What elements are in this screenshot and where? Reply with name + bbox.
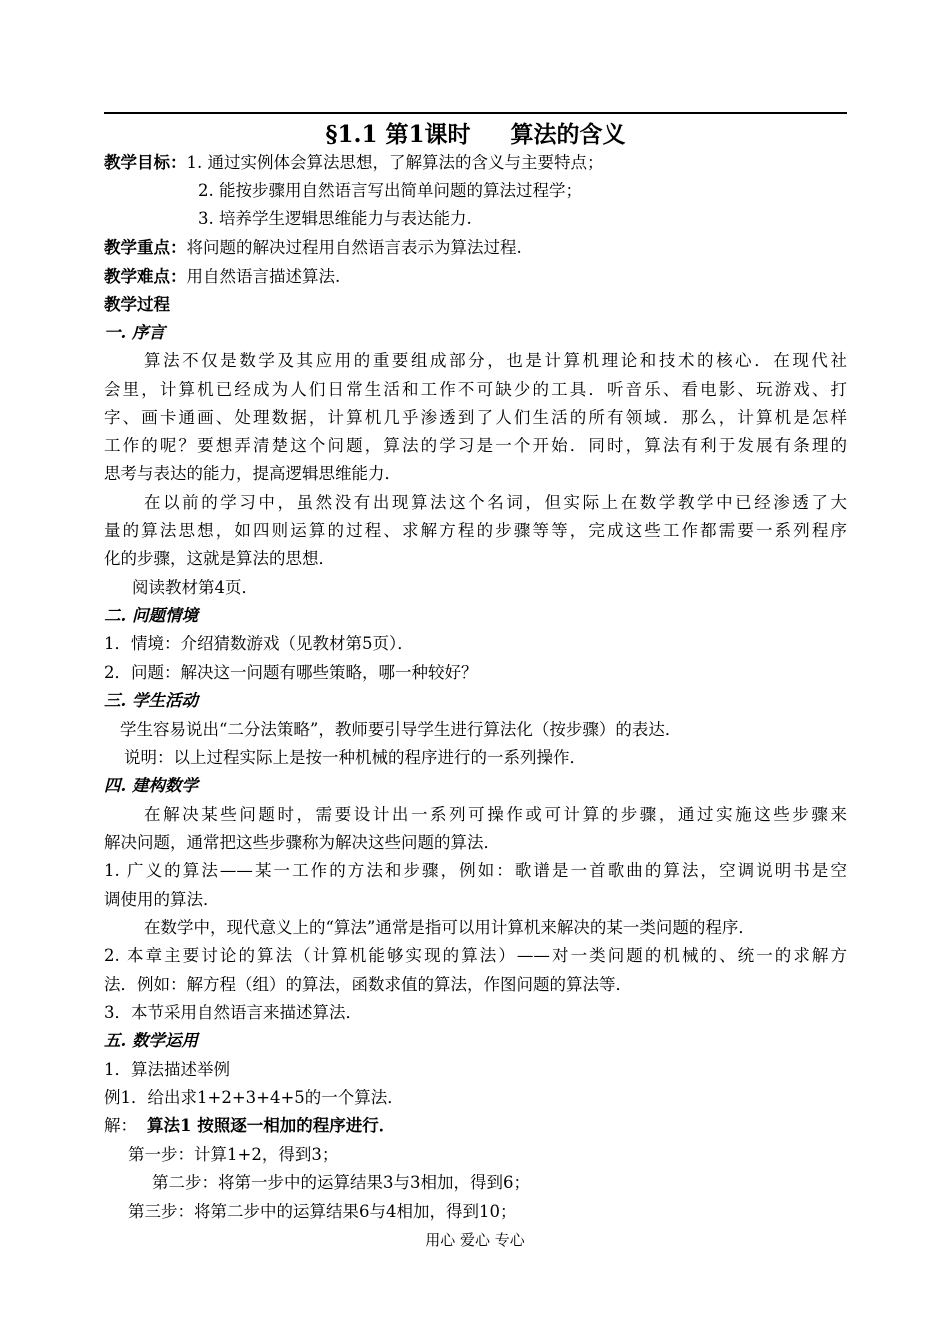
s1-p2-line-2: 量的算法思想，如四则运算的过程、求解方程的步骤等等，完成这些工作都需要一系列程序 (104, 521, 847, 540)
s1-p1-line-4: 工作的呢？要想弄清楚这个问题，算法的学习是一个开始．同时，算法有利于发展有条理的 (104, 436, 847, 455)
s1-p2-line-1: 在以前的学习中，虽然没有出现算法这个名词，但实际上在数学教学中已经渗透了大 (144, 493, 847, 512)
s5-sub-heading: 1．算法描述举例 (104, 1060, 230, 1079)
difficulty-label: 教学难点： (104, 267, 187, 286)
step-1: 第一步：计算1+2，得到3； (128, 1145, 339, 1164)
objectives-line-3: 3. 培养学生逻辑思维能力与表达能力. (198, 209, 472, 228)
s4-p1-line-1: 在解决某些问题时，需要设计出一系列可操作或可计算的步骤，通过实施这些步骤来 (144, 805, 847, 824)
objectives-line-1: 教学目标：1. 通过实例体会算法思想，了解算法的含义与主要特点； (104, 153, 604, 172)
s4-p1-line-2: 解决问题，通常把这些步骤称为解决这些问题的算法． (104, 833, 500, 852)
s1-p2-line-3: 化的步骤，这就是算法的思想． (104, 549, 335, 568)
step-3: 第三步：将第二步中的运算结果6与4相加，得到10； (128, 1202, 517, 1221)
difficulty: 教学难点：用自然语言描述算法. (104, 267, 341, 286)
step-2: 第二步：将第一步中的运算结果3与3相加，得到6； (152, 1173, 530, 1192)
section-1-heading: 一. 序言 (104, 323, 165, 342)
s4-p2: 在数学中，现代意义上的“算法”通常是指可以用计算机来解决的某一类问题的程序． (144, 918, 755, 937)
s4-item-2-line-2: 法．例如：解方程（组）的算法，函数求值的算法，作图问题的算法等． (104, 975, 632, 994)
page-title: §1.1 第1课时 算法的含义 (325, 121, 626, 148)
s5-solution (104, 1113, 847, 1139)
s5-example: 例1．给出求1+2+3+4+5的一个算法． (104, 1088, 404, 1107)
algorithm-title: 算法1 按照逐一相加的程序进行． (147, 1116, 396, 1135)
objectives-line-2: 2. 能按步骤用自然语言写出简单问题的算法过程学； (198, 181, 582, 200)
solution-label: 解： (104, 1116, 137, 1135)
s1-p1-line-2: 会里，计算机已经成为人们日常生活和工作不可缺少的工具．听音乐、看电影、玩游戏、打 (104, 380, 847, 399)
s2-item-1: 1．情境：介绍猜数游戏（见教材第5页）． (104, 634, 414, 653)
page-footer: 用心 爱心 专心 (425, 1231, 525, 1249)
s2-item-2: 2．问题：解决这一问题有哪些策略，哪一种较好？ (104, 663, 478, 682)
s1-p1-line-5: 思考与表达的能力，提高逻辑思维能力． (104, 464, 401, 483)
s4-item-1-line-1: 1. 广义的算法——某一工作的方法和步骤，例如：歌谱是一首歌曲的算法，空调说明书是空 (104, 861, 847, 880)
key-point-label: 教学重点： (104, 238, 187, 257)
section-4-heading: 四. 建构数学 (104, 776, 198, 795)
section-5-heading: 五. 数学运用 (104, 1031, 198, 1050)
s3-p2: 说明：以上过程实际上是按一种机械的程序进行的一系列操作． (124, 748, 586, 767)
section-3-heading: 三. 学生活动 (104, 691, 198, 710)
s1-p1-line-3: 字、画卡通画、处理数据，计算机几乎渗透到了人们生活的所有领域．那么，计算机是怎样 (104, 408, 847, 427)
s3-p1: 学生容易说出“二分法策略”，教师要引导学生进行算法化（按步骤）的表达． (120, 720, 682, 739)
section-2-heading: 二. 问题情境 (104, 606, 198, 625)
key-point: 教学重点：将问题的解决过程用自然语言表示为算法过程. (104, 238, 522, 257)
s1-p1-line-1: 算法不仅是数学及其应用的重要组成部分，也是计算机理论和技术的核心．在现代社 (144, 351, 847, 370)
s1-p3: 阅读教材第4页． (132, 578, 258, 597)
objectives-label: 教学目标： (104, 153, 187, 172)
s4-item-2-line-1: 2. 本章主要讨论的算法（计算机能够实现的算法）——对一类问题的机械的、统一的求解方 (104, 946, 847, 965)
s4-item-3: 3．本节采用自然语言来描述算法． (104, 1003, 362, 1022)
s4-item-1-line-2: 调使用的算法． (104, 890, 220, 909)
process-heading: 教学过程 (104, 295, 170, 314)
top-rule (104, 112, 847, 114)
